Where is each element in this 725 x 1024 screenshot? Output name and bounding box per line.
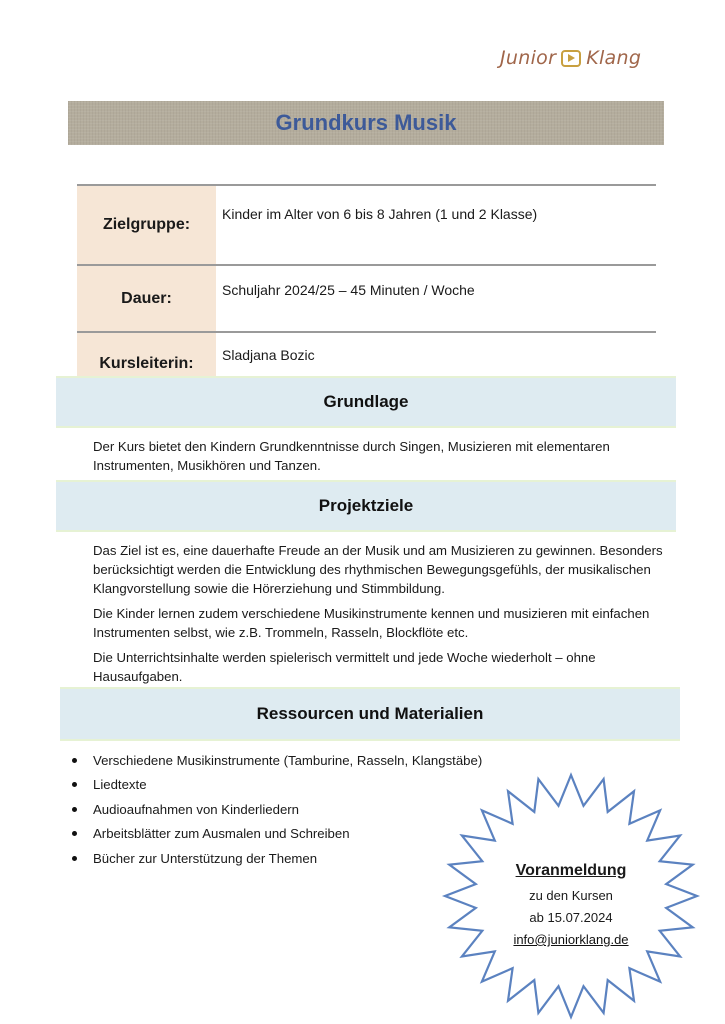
grundlage-text	[93, 437, 673, 481]
section-title: Ressourcen und Materialien	[256, 704, 484, 723]
paragraph: Die Unterrichtsinhalte werden spielerisch vermittelt und jede Woche wiederholt – ohne Hausaufgaben.	[93, 650, 596, 684]
play-icon	[561, 50, 581, 67]
registration-heading: Voranmeldung	[515, 862, 627, 879]
resources-list	[72, 748, 482, 871]
list-item-text: Arbeitsblätter zum Ausmalen und Schreiben	[93, 826, 350, 842]
list-item	[72, 846, 482, 871]
list-item	[72, 773, 482, 798]
bullet-icon	[72, 807, 77, 812]
info-value: Schuljahr 2024/25 – 45 Minuten / Woche	[222, 282, 475, 298]
bullet-icon	[72, 856, 77, 861]
logo-word-klang: Klang	[586, 47, 642, 69]
list-item-text: Audioaufnahmen von Kinderliedern	[93, 801, 300, 817]
list-item-text: Verschiedene Musikinstrumente (Tamburine, Rasseln, Klangstäbe)	[93, 752, 483, 768]
section-heading-grundlage	[56, 376, 676, 428]
bullet-icon	[72, 782, 77, 787]
list-item-text: Bücher zur Unterstützung der Themen	[93, 850, 318, 866]
paragraph: Das Ziel ist es, eine dauerhafte Freude an der Musik und am Musizieren zu gewinnen. Besonders berücksichtigt werden die Entwicklung des rhythmischen Bewegungsgefühls, der musikalischen Klangvorstellung sowie die Hörerziehung und Stimmbildung.	[93, 543, 663, 596]
list-item-text: Liedtexte	[93, 777, 147, 793]
list-item	[72, 822, 482, 847]
registration-callout	[440, 862, 702, 947]
info-row-zielgruppe	[77, 185, 656, 265]
logo-word-junior: Junior	[500, 47, 557, 69]
course-info-table	[77, 184, 656, 396]
bullet-icon	[72, 758, 77, 763]
section-title: Projektziele	[318, 496, 414, 515]
info-row-dauer	[77, 265, 656, 332]
paragraph: Der Kurs bietet den Kindern Grundkenntnisse durch Singen, Musizieren mit elementaren Instrumenten, Musikhören und Tanzen.	[93, 439, 610, 473]
projektziele-text	[93, 541, 663, 692]
info-label: Zielgruppe:	[77, 185, 216, 265]
list-item	[72, 748, 482, 773]
info-value: Sladjana Bozic	[222, 347, 315, 363]
info-value: Kinder im Alter von 6 bis 8 Jahren (1 und 2 Klasse)	[222, 206, 538, 222]
registration-date: ab 15.07.2024	[529, 910, 613, 925]
list-item	[72, 797, 482, 822]
info-label: Dauer:	[77, 265, 216, 332]
info-label: Kursleiterin:	[77, 332, 216, 396]
page-title: Grundkurs Musik	[275, 110, 457, 135]
paragraph: Die Kinder lernen zudem verschiedene Musikinstrumente kennen und musizieren mit einfachen Instrumenten selbst, wie z.B. Trommeln, Rasseln, Blockflöte etc.	[93, 606, 650, 640]
section-heading-ressourcen	[60, 687, 680, 741]
bullet-icon	[72, 831, 77, 836]
registration-line: zu den Kursen	[529, 888, 613, 903]
registration-email-link[interactable]: info@juniorklang.de	[513, 932, 629, 947]
section-title: Grundlage	[323, 392, 409, 411]
section-heading-projektziele	[56, 480, 676, 532]
title-banner	[68, 101, 664, 145]
brand-logo	[500, 47, 641, 69]
